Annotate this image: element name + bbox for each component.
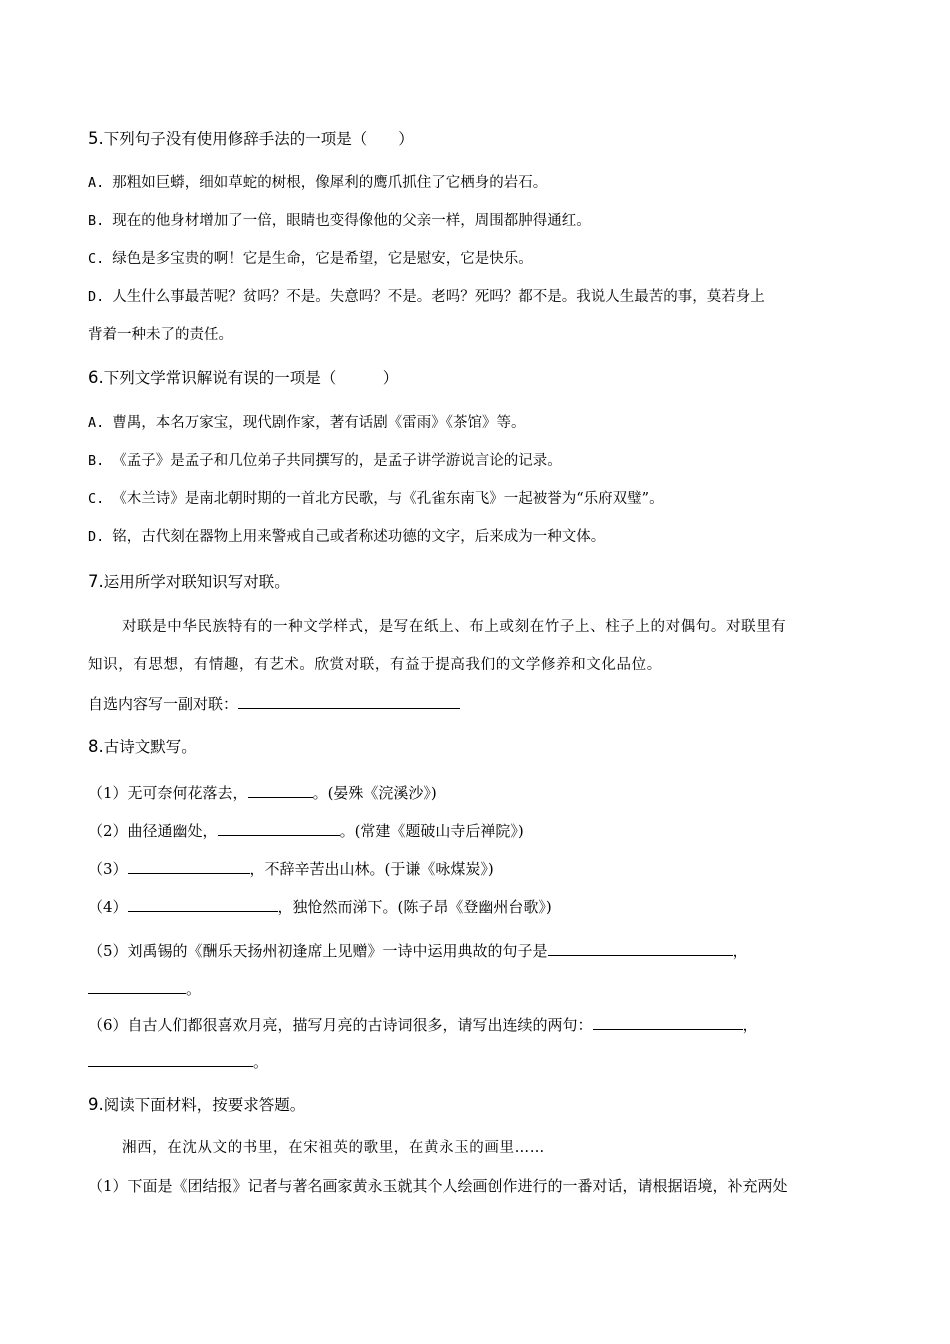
q8-item-6-continued <box>88 1051 268 1072</box>
item-number: （6） <box>88 1016 128 1034</box>
q8-item-6 <box>88 1014 758 1035</box>
prompt-text: 自选内容写一副对联： <box>88 695 239 713</box>
q8-item-5-continued <box>88 978 201 999</box>
q9-subquestion-1 <box>88 1176 788 1196</box>
option-text: 曹禺，本名万家宝，现代剧作家，著有话剧《雷雨》《茶馆》等。 <box>112 415 526 431</box>
comma: ， <box>742 1016 758 1034</box>
option-text: 《孟子》是孟子和几位弟子共同撰写的，是孟子讲学游说言论的记录。 <box>112 453 562 469</box>
question-8-stem <box>88 737 197 757</box>
question-number: 6. <box>88 368 104 387</box>
question-text: 下列句子没有使用修辞手法的一项是（ ） <box>103 130 414 148</box>
option-label: B. <box>88 213 105 229</box>
question-number: 7. <box>88 572 104 591</box>
q8-item-2 <box>88 820 524 841</box>
option-label: D. <box>88 289 105 305</box>
item-text-after: ，独怆然而涕下。(陈子昂《登幽州台歌》) <box>277 898 552 916</box>
q8-item-3 <box>88 858 494 879</box>
question-text: 阅读下面材料，按要求答题。 <box>103 1096 306 1114</box>
question-6-stem <box>88 368 398 388</box>
q6-option-a <box>88 413 526 433</box>
question-number: 5. <box>88 129 104 148</box>
answer-blank[interactable] <box>248 782 313 798</box>
question-text: 古诗文默写。 <box>103 738 197 756</box>
question-number: 8. <box>88 737 104 756</box>
q7-passage-line-1: 对联是中华民族特有的一种文学样式，是写在纸上、布上或刻在竹子上、柱子上的对偶句。对联里有 <box>122 619 787 635</box>
q5-option-d-continued: 背着一种未了的责任。 <box>88 327 233 343</box>
option-text: 绿色是多宝贵的啊！它是生命，它是希望，它是慰安，它是快乐。 <box>112 251 533 267</box>
item-number: （2） <box>88 822 128 840</box>
item-text-after: 。(晏殊《浣溪沙》) <box>312 784 437 802</box>
q8-item-5 <box>88 940 748 961</box>
q6-option-d <box>88 527 605 547</box>
q9-passage: 湘西，在沈从文的书里，在宋祖英的歌里，在黄永玉的画里…… <box>122 1140 545 1156</box>
period: 。 <box>186 980 202 998</box>
period: 。 <box>253 1053 269 1071</box>
question-5-stem <box>88 129 414 149</box>
answer-blank[interactable] <box>218 820 340 836</box>
option-label: D. <box>88 529 105 545</box>
answer-blank-first[interactable] <box>593 1014 743 1030</box>
option-text: 人生什么事最苦呢？贫吗？不是。失意吗？不是。老吗？死吗？都不是。我说人生最苦的事，莫若身上 <box>112 289 765 305</box>
option-text: 现在的他身材增加了一倍，眼睛也变得像他的父亲一样，周围都肿得通红。 <box>112 213 591 229</box>
item-text: 自古人们都很喜欢月亮，描写月亮的古诗词很多，请写出连续的两句： <box>127 1016 593 1034</box>
option-label: A. <box>88 175 105 191</box>
answer-blank[interactable] <box>128 896 278 912</box>
q8-item-1 <box>88 782 437 803</box>
item-text: 下面是《团结报》记者与著名画家黄永玉就其个人绘画创作进行的一番对话，请根据语境，补充两处 <box>127 1177 788 1195</box>
question-7-stem <box>88 572 290 592</box>
option-label: C. <box>88 251 105 267</box>
item-text-before: 曲径通幽处， <box>127 822 218 840</box>
q7-passage-line-2: 知识，有思想，有情趣，有艺术。欣赏对联，有益于提高我们的文学修养和文化品位。 <box>88 657 662 673</box>
answer-blank-second[interactable] <box>88 978 186 994</box>
q7-prompt-line <box>88 693 460 714</box>
q6-option-c <box>88 489 664 509</box>
item-text-after: ，不辞辛苦出山林。(于谦《咏煤炭》) <box>249 860 494 878</box>
option-label: A. <box>88 415 105 431</box>
item-number: （1） <box>88 1177 128 1195</box>
question-text: 运用所学对联知识写对联。 <box>103 573 290 591</box>
answer-blank-second[interactable] <box>88 1051 253 1067</box>
option-text: 《木兰诗》是南北朝时期的一首北方民歌，与《孔雀东南飞》一起被誉为“乐府双璧”。 <box>112 491 664 507</box>
item-number: （1） <box>88 784 128 802</box>
answer-blank-first[interactable] <box>548 940 733 956</box>
item-text: 刘禹锡的《酬乐天扬州初逢席上见赠》一诗中运用典故的句子是 <box>127 942 548 960</box>
option-label: B. <box>88 453 105 469</box>
option-text: 那粗如巨蟒，细如草蛇的树根，像犀利的鹰爪抓住了它栖身的岩石。 <box>112 175 548 191</box>
q5-option-b <box>88 211 591 231</box>
q5-option-a <box>88 173 547 193</box>
question-text: 下列文学常识解说有误的一项是（ ） <box>103 369 399 387</box>
item-text-before: 无可奈何花落去， <box>127 784 248 802</box>
item-text-after: 。(常建《题破山寺后禅院》) <box>339 822 524 840</box>
option-text: 铭，古代刻在器物上用来警戒自己或者称述功德的文字，后来成为一种文体。 <box>112 529 606 545</box>
answer-blank[interactable] <box>128 858 250 874</box>
item-number: （5） <box>88 942 128 960</box>
question-9-stem <box>88 1095 305 1115</box>
item-number: （4） <box>88 898 128 916</box>
couplet-answer-blank[interactable] <box>238 693 460 709</box>
question-number: 9. <box>88 1095 104 1114</box>
q5-option-d <box>88 287 765 307</box>
comma: ， <box>732 942 748 960</box>
q5-option-c <box>88 249 533 269</box>
option-label: C. <box>88 491 105 507</box>
q8-item-4 <box>88 896 552 917</box>
q6-option-b <box>88 451 562 471</box>
item-number: （3） <box>88 860 128 878</box>
